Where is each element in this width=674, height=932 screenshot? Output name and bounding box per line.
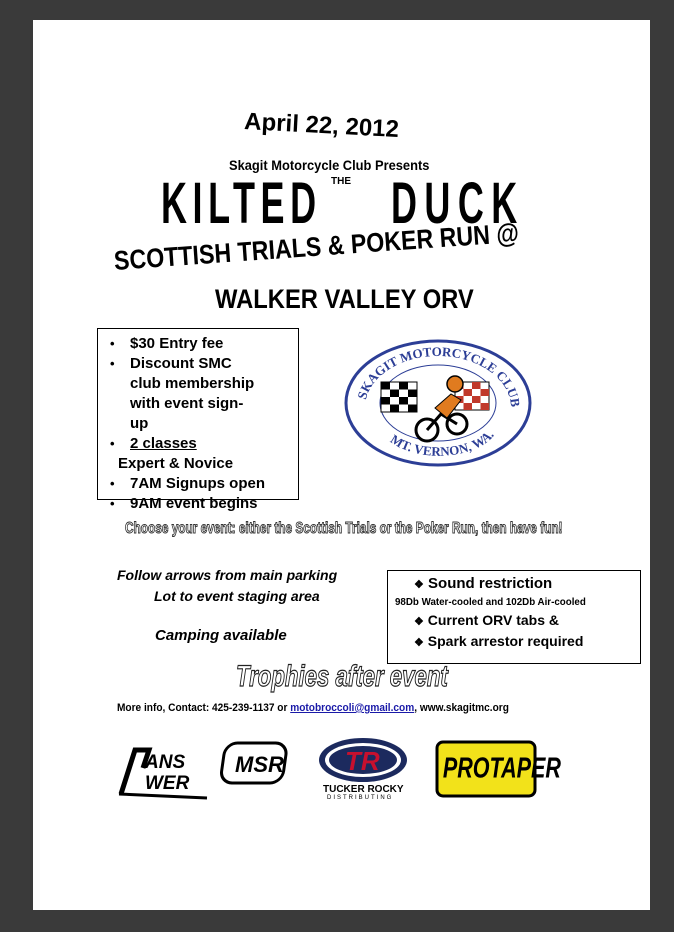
club-logo [343, 338, 533, 468]
follow-arrows-line2: Lot to event staging area [154, 588, 320, 604]
logo-top-text: SKAGIT MOTORCYCLE CLUB [354, 343, 524, 408]
msr-logo-icon [223, 740, 291, 788]
tucker-rocky-name: TUCKER ROCKY [323, 784, 404, 795]
answer-logo-icon [115, 744, 211, 800]
sponsor-answer-logo [115, 744, 211, 800]
diamond-bullet-icon: ❖ [414, 579, 424, 591]
sponsor-protaper-logo [435, 740, 561, 798]
decibel-line: 98Db Water-cooled and 102Db Air-cooled [395, 596, 586, 608]
msr-text: MSR [235, 752, 284, 777]
choose-event-line: Choose your event: either the Scottish Trials or the Poker Run, then have fun! [125, 520, 563, 537]
trophies-line: Trophies after event [236, 660, 448, 693]
club-logo-graphic [343, 338, 533, 468]
spark-line: ❖ Spark arrestor required [414, 633, 584, 649]
camping-line: Camping available [155, 627, 287, 644]
diamond-bullet-icon: ❖ [414, 616, 424, 628]
diamond-bullet-icon: ❖ [414, 637, 424, 649]
sound-line: ❖ Sound restriction [414, 575, 553, 592]
bullet-icon: • [110, 356, 115, 371]
title-kilted: KILTED [161, 171, 322, 236]
presents-line: Skagit Motorcycle Club Presents [229, 157, 430, 173]
sponsor-tucker-rocky-logo [315, 736, 415, 804]
info-item: • Discount SMC club membership with event sign-up [110, 355, 255, 432]
tucker-rocky-distributing: DISTRIBUTING [327, 795, 394, 801]
orv-tabs-line: ❖ Current ORV tabs & [414, 612, 559, 628]
answer-text-bottom: WER [145, 773, 190, 794]
sponsor-msr-logo [223, 740, 291, 788]
info-item: Expert & Novice [118, 455, 234, 472]
title-duck: DUCK [391, 171, 525, 236]
info-item: • 2 classes [110, 435, 197, 452]
protaper-logo-icon [435, 740, 561, 798]
event-subtitle: SCOTTISH TRIALS & POKER RUN @ [113, 217, 520, 276]
info-item: • $30 Entry fee [110, 335, 224, 352]
event-date: April 22, 2012 [243, 108, 400, 144]
info-item: • 9AM event begins [110, 495, 258, 512]
info-box-left [97, 328, 299, 512]
logo-bottom-text: MT. VERNON, WA. [387, 427, 497, 459]
checkered-flag-icon [381, 382, 417, 412]
answer-text-top: ANS [145, 752, 186, 773]
tr-text: TR [345, 746, 380, 776]
bullet-icon: • [110, 476, 115, 491]
contact-line: More info, Contact: 425-239-1137 or motobroccoli@gmail.com, www.skagitmc.org [117, 702, 509, 714]
info-box-right [387, 570, 641, 664]
email-link[interactable]: motobroccoli@gmail.com [290, 702, 415, 714]
event-venue: WALKER VALLEY ORV [215, 284, 474, 314]
bullet-icon: • [110, 336, 115, 351]
follow-arrows-line1: Follow arrows from main parking [117, 567, 338, 583]
protaper-text: PROTAPER [442, 752, 561, 785]
bullet-icon: • [110, 496, 115, 511]
info-item: • 7AM Signups open [110, 475, 265, 492]
bullet-icon: • [110, 436, 115, 451]
flyer-page [33, 20, 650, 910]
the-word: THE [331, 176, 351, 187]
